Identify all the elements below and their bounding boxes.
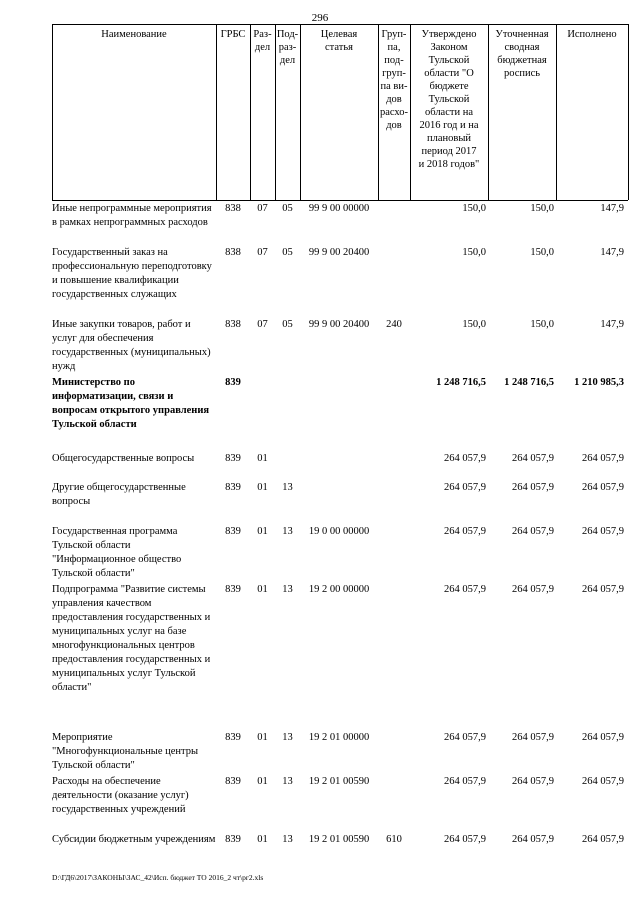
cell-podrazdel: 05 — [282, 203, 293, 214]
cell-name: Иные закупки товаров, работ и услуг для обеспечения государственных (муниципальных) нужд — [52, 319, 211, 372]
cell-utoch: 264 057,9 — [512, 776, 554, 787]
table-header-bottom-border — [52, 200, 628, 201]
cell-name: Министерство по информатизации, связи и вопросам открытого управления Тульской области — [52, 377, 210, 430]
cell-grbs: 838 — [225, 203, 241, 214]
cell-ispoln: 264 057,9 — [582, 732, 624, 743]
cell-utv: 264 057,9 — [444, 526, 486, 537]
cell-podrazdel: 05 — [282, 247, 293, 258]
cell-utv: 150,0 — [462, 203, 486, 214]
cell-vid: 240 — [386, 319, 402, 330]
header-name: Наименование — [101, 29, 167, 40]
cell-celevaya: 19 2 01 00590 — [308, 834, 370, 845]
cell-utv: 150,0 — [462, 247, 486, 258]
cell-celevaya: 99 9 00 00000 — [308, 203, 370, 214]
col-border — [556, 24, 557, 200]
header-ispolneno: Исполнено — [567, 29, 617, 40]
cell-grbs: 839 — [225, 834, 241, 845]
cell-utv: 264 057,9 — [444, 584, 486, 595]
cell-utoch: 264 057,9 — [512, 526, 554, 537]
cell-razdel: 01 — [257, 482, 268, 493]
cell-name: Подпрограмма "Развитие системы управления качеством предоставления государственных и муниципальных услуг на базе многофункциональных центров предоставления государственных и муниципальных услуг Тульской области" — [52, 584, 211, 693]
cell-podrazdel: 13 — [282, 834, 293, 845]
cell-ispoln: 264 057,9 — [582, 453, 624, 464]
cell-ispoln: 147,9 — [600, 319, 624, 330]
cell-grbs: 839 — [225, 776, 241, 787]
cell-ispoln: 264 057,9 — [582, 776, 624, 787]
cell-utv: 264 057,9 — [444, 482, 486, 493]
cell-ispoln: 147,9 — [600, 203, 624, 214]
cell-name: Иные непрограммные мероприятия в рамках непрограммных расходов — [52, 203, 212, 228]
cell-podrazdel: 13 — [282, 732, 293, 743]
cell-utoch: 264 057,9 — [512, 453, 554, 464]
cell-ispoln: 264 057,9 — [582, 584, 624, 595]
cell-name: Другие общегосударственные вопросы — [52, 482, 186, 507]
cell-grbs: 839 — [225, 584, 241, 595]
cell-utoch: 150,0 — [530, 203, 554, 214]
cell-utv: 1 248 716,5 — [436, 377, 486, 388]
cell-razdel: 07 — [257, 319, 268, 330]
col-border — [52, 24, 53, 200]
cell-name: Государственный заказ на профессиональную переподготовку и повышение квалификации государственных служащих — [52, 247, 212, 300]
cell-grbs: 839 — [225, 482, 241, 493]
cell-celevaya: 19 2 01 00000 — [308, 732, 370, 743]
cell-podrazdel: 13 — [282, 776, 293, 787]
cell-grbs: 839 — [225, 526, 241, 537]
cell-utv: 264 057,9 — [444, 732, 486, 743]
cell-utoch: 150,0 — [530, 247, 554, 258]
cell-podrazdel: 13 — [282, 584, 293, 595]
cell-utv: 264 057,9 — [444, 834, 486, 845]
cell-podrazdel: 05 — [282, 319, 293, 330]
cell-utv: 264 057,9 — [444, 776, 486, 787]
header-celevaya-statya: Целевая статья — [320, 29, 358, 53]
cell-utoch: 264 057,9 — [512, 834, 554, 845]
cell-utv: 150,0 — [462, 319, 486, 330]
cell-name: Расходы на обеспечение деятельности (оказание услуг) государственных учреждений — [52, 776, 189, 815]
cell-utv: 264 057,9 — [444, 453, 486, 464]
cell-razdel: 07 — [257, 203, 268, 214]
col-border — [216, 24, 217, 200]
cell-grbs: 839 — [225, 732, 241, 743]
header-utverzhdeno: Утверждено Законом Тульской области "О бюджете Тульской области на 2016 год и на плановый период 2017 и 2018 годов" — [418, 29, 480, 170]
cell-grbs: 839 — [225, 377, 241, 388]
cell-ispoln: 264 057,9 — [582, 834, 624, 845]
header-gruppa: Груп- па, под- груп- па ви- дов расхо- дов — [379, 29, 409, 131]
cell-utoch: 1 248 716,5 — [504, 377, 554, 388]
cell-razdel: 01 — [257, 732, 268, 743]
cell-razdel: 01 — [257, 584, 268, 595]
cell-razdel: 01 — [257, 453, 268, 464]
cell-razdel: 01 — [257, 776, 268, 787]
cell-ispoln: 1 210 985,3 — [574, 377, 624, 388]
cell-grbs: 838 — [225, 247, 241, 258]
cell-razdel: 01 — [257, 526, 268, 537]
cell-razdel: 01 — [257, 834, 268, 845]
cell-ispoln: 147,9 — [600, 247, 624, 258]
header-grbs: ГРБС — [220, 29, 246, 40]
cell-celevaya: 99 9 00 20400 — [308, 247, 370, 258]
cell-celevaya: 19 2 00 00000 — [308, 584, 370, 595]
file-path-footer: D:\ГД6\2017\ЗАКОНЫ\ЗАС_42\Исп. бюджет ТО 2016_2 чт\рг2.xls — [52, 873, 264, 882]
header-utochnennaya: Уточненная сводная бюджетная роспись — [495, 29, 549, 79]
cell-utoch: 264 057,9 — [512, 482, 554, 493]
cell-podrazdel: 13 — [282, 526, 293, 537]
cell-celevaya: 19 2 01 00590 — [308, 776, 370, 787]
cell-grbs: 838 — [225, 319, 241, 330]
cell-name: Государственная программа Тульской области "Информационное общество Тульской области" — [52, 526, 182, 579]
cell-utoch: 264 057,9 — [512, 584, 554, 595]
cell-grbs: 839 — [225, 453, 241, 464]
cell-name: Общегосударственные вопросы — [52, 453, 195, 464]
cell-ispoln: 264 057,9 — [582, 482, 624, 493]
cell-name: Субсидии бюджетным учреждениям — [52, 834, 216, 845]
cell-utoch: 150,0 — [530, 319, 554, 330]
col-border — [628, 24, 629, 200]
page-number: 296 — [311, 12, 329, 24]
cell-celevaya: 99 9 00 20400 — [308, 319, 370, 330]
cell-name: Мероприятие "Многофункциональные центры Тульской области" — [52, 732, 199, 771]
cell-podrazdel: 13 — [282, 482, 293, 493]
header-razdel: Раз- дел — [253, 29, 272, 53]
header-podrazdel: Под- раз- дел — [276, 29, 299, 66]
cell-vid: 610 — [386, 834, 402, 845]
table-top-border — [52, 24, 628, 25]
cell-utoch: 264 057,9 — [512, 732, 554, 743]
cell-celevaya: 19 0 00 00000 — [308, 526, 370, 537]
cell-ispoln: 264 057,9 — [582, 526, 624, 537]
cell-razdel: 07 — [257, 247, 268, 258]
